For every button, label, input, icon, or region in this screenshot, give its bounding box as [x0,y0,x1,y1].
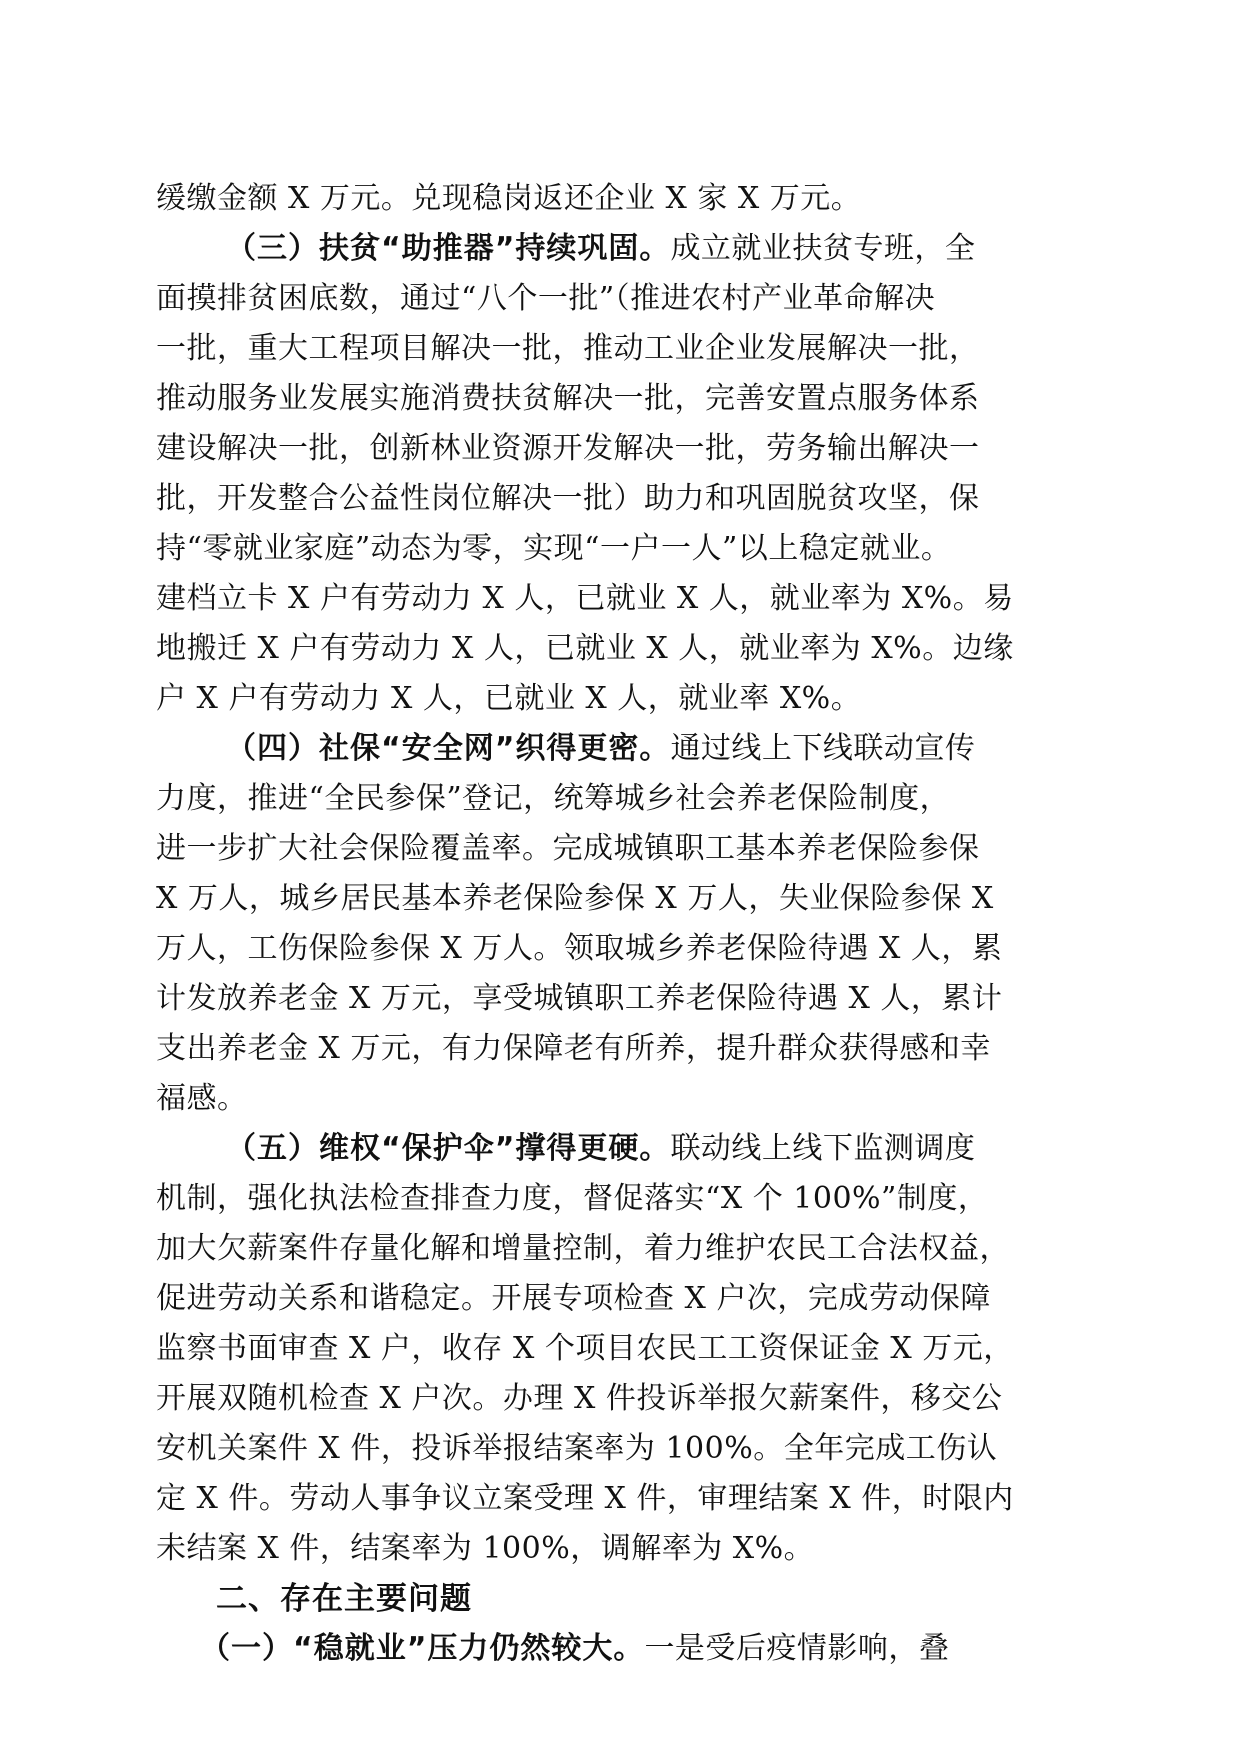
body-line: 持“零就业家庭”动态为零，实现“一户一人”以上稳定就业。 [156,531,952,566]
body-line: 推动服务业发展实施消费扶贫解决一批，完善安置点服务体系 [156,381,980,416]
body-line: 面摸排贫困底数，通过“八个一批”（推进农村产业革命解决 [156,281,936,316]
body-line: 未结案 X 件，结案率为 100%，调解率为 X%。 [156,1531,815,1566]
body-line: 批，开发整合公益性岗位解决一批）助力和巩固脱贫攻坚，保 [156,481,980,516]
body-line: 支出养老金 X 万元，有力保障老有所养，提升群众获得感和幸 [156,1031,991,1066]
body-line: 力度，推进“全民参保”登记，统筹城乡社会养老保险制度， [156,781,951,816]
body-line: 机制，强化执法检查排查力度，督促落实“X 个 100%”制度， [156,1181,989,1216]
body-line: 建档立卡 X 户有劳动力 X 人，已就业 X 人，就业率为 X%。易 [156,581,1014,616]
subheading-line: （三）扶贫“助推器”持续巩固。成立就业扶贫专班，全 [226,231,976,266]
subheading-problem-one: （一）“稳就业”压力仍然较大。 [200,1631,645,1666]
body-line: 加大欠薪案件存量化解和增量控制，着力维护农民工合法权益， [156,1231,1010,1266]
body-line: 定 X 件。劳动人事争议立案受理 X 件，审理结案 X 件，时限内 [156,1481,1014,1516]
body-line: 开展双随机检查 X 户次。办理 X 件投诉举报欠薪案件，移交公 [156,1381,1003,1416]
body-line: 缓缴金额 X 万元。兑现稳岗返还企业 X 家 X 万元。 [156,181,862,216]
body-line: 户 X 户有劳动力 X 人，已就业 X 人，就业率 X%。 [156,681,862,716]
body-line: 促进劳动关系和谐稳定。开展专项检查 X 户次，完成劳动保障 [156,1281,991,1316]
subheading-four: （四）社保“安全网”织得更密。 [226,731,671,766]
body-line: 计发放养老金 X 万元，享受城镇职工养老保险待遇 X 人，累计 [156,981,1003,1016]
body-line: 福感。 [156,1081,248,1116]
body-line: 安机关案件 X 件，投诉举报结案率为 100%。全年完成工伤认 [156,1431,998,1466]
body-line: 进一步扩大社会保险覆盖率。完成城镇职工基本养老保险参保 [156,831,980,866]
body-line: X 万人，城乡居民基本养老保险参保 X 万人，失业保险参保 X [156,881,994,916]
body-line: 一批，重大工程项目解决一批，推动工业企业发展解决一批， [156,331,980,366]
body-line: 地搬迁 X 户有劳动力 X 人，已就业 X 人，就业率为 X%。边缘 [156,631,1014,666]
subheading-line: （一）“稳就业”压力仍然较大。一是受后疫情影响，叠 [200,1631,950,1666]
body-line: 监察书面审查 X 户，收存 X 个项目农民工工资保证金 X 万元， [156,1331,1014,1366]
subheading-three: （三）扶贫“助推器”持续巩固。 [226,231,671,266]
body-line: 万人，工伤保险参保 X 万人。领取城乡养老保险待遇 X 人，累 [156,931,1003,966]
subheading-line: （五）维权“保护伞”撑得更硬。联动线上线下监测调度 [226,1131,976,1166]
section-heading: 二、存在主要问题 [216,1581,472,1617]
subheading-five: （五）维权“保护伞”撑得更硬。 [226,1131,671,1166]
subheading-line: （四）社保“安全网”织得更密。通过线上下线联动宣传 [226,731,976,766]
body-line: 建设解决一批，创新林业资源开发解决一批，劳务输出解决一 [156,431,980,466]
